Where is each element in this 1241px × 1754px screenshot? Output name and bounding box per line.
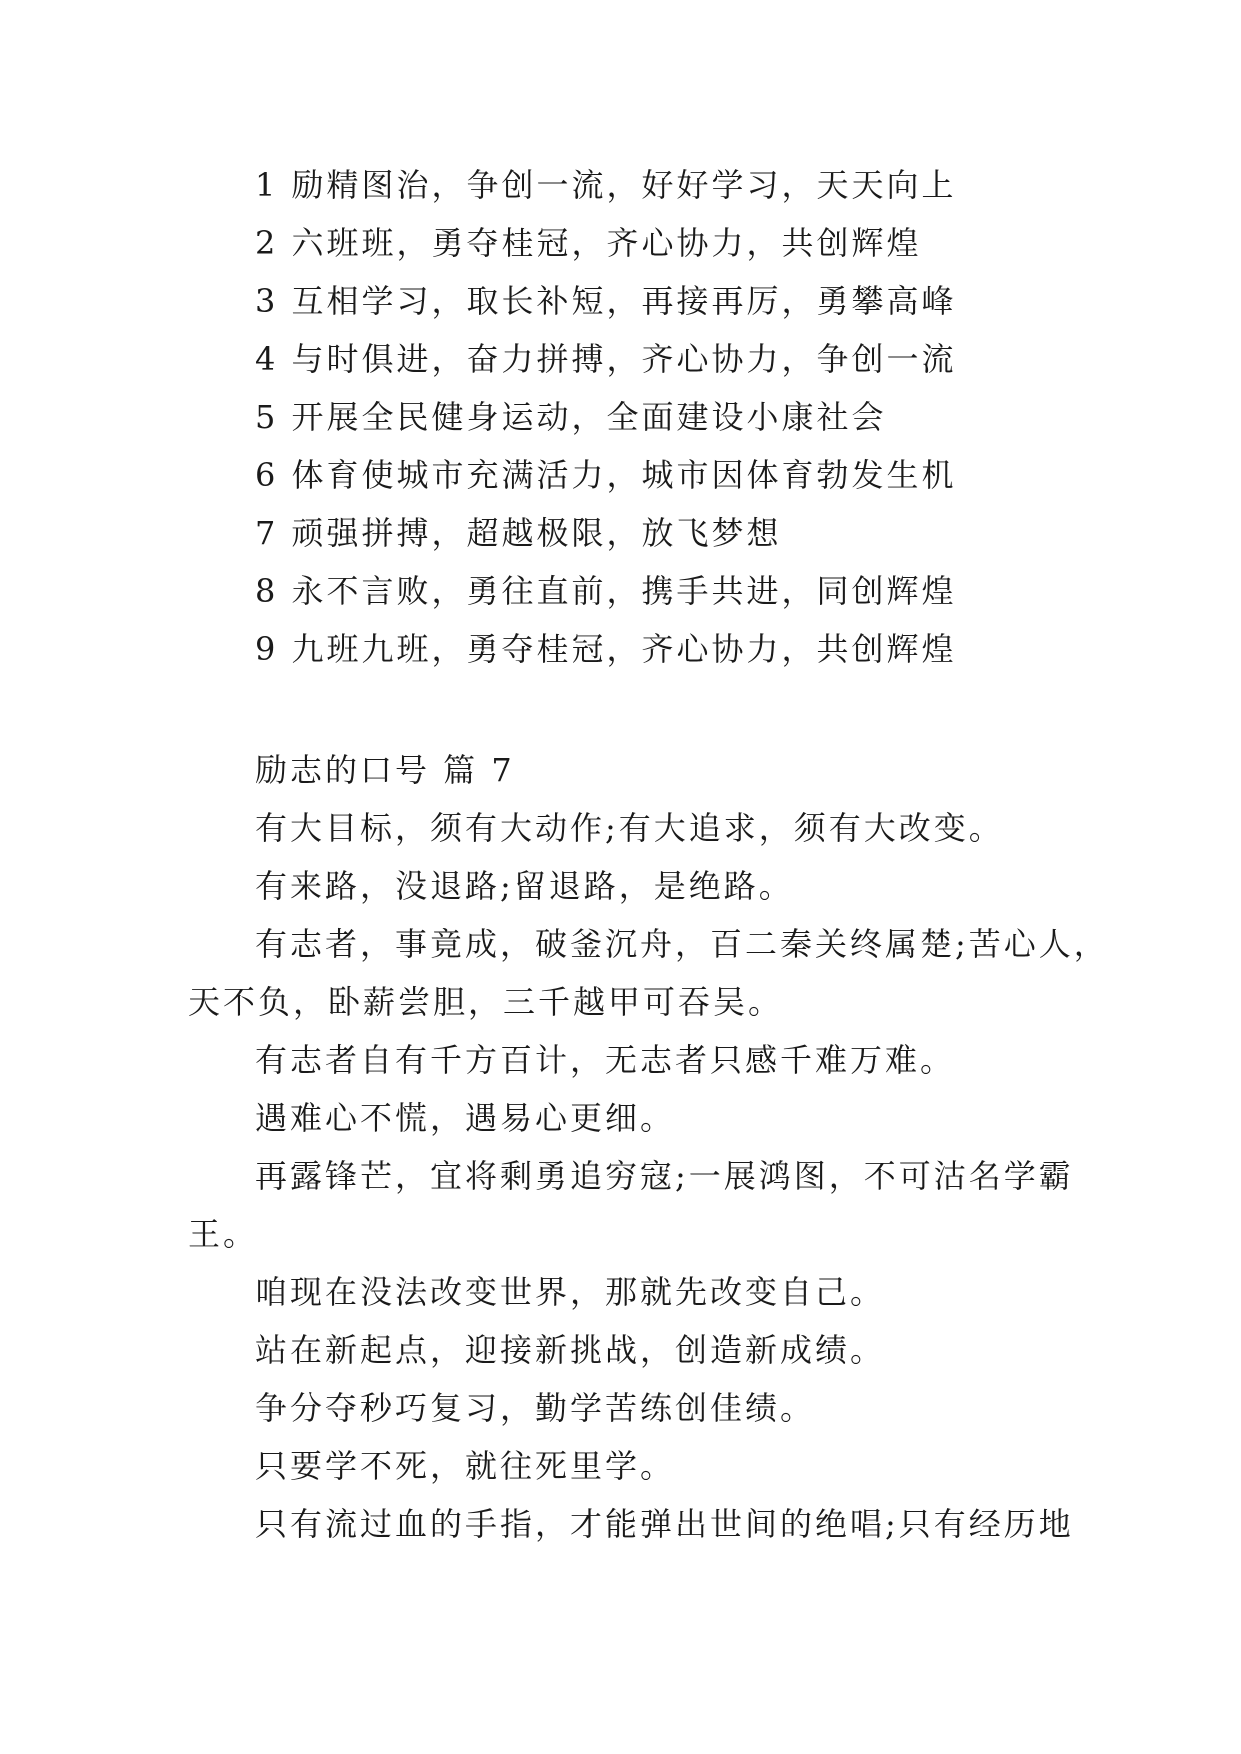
slogan-item-4: 4 与时俱进，奋力拼搏，齐心协力，争创一流 xyxy=(255,340,957,378)
paragraph-line: 天不负，卧薪尝胆，三千越甲可吞吴。 xyxy=(188,983,784,1021)
paragraph-line: 只有流过血的手指，才能弹出世间的绝唱;只有经历地 xyxy=(255,1505,1074,1543)
slogan-item-7: 7 顽强拼搏，超越极限，放飞梦想 xyxy=(255,514,782,552)
slogan-item-5: 5 开展全民健身运动，全面建设小康社会 xyxy=(255,398,887,436)
slogan-item-9: 9 九班九班，勇夺桂冠，齐心协力，共创辉煌 xyxy=(255,630,957,668)
slogan-item-8: 8 永不言败，勇往直前，携手共进，同创辉煌 xyxy=(255,572,957,610)
paragraph-line: 站在新起点，迎接新挑战，创造新成绩。 xyxy=(255,1331,886,1369)
paragraph-line: 争分夺秒巧复习，勤学苦练创佳绩。 xyxy=(255,1389,816,1427)
slogan-item-3: 3 互相学习，取长补短，再接再厉，勇攀高峰 xyxy=(255,282,957,320)
section-heading: 励志的口号 篇 7 xyxy=(255,751,515,789)
slogan-item-1: 1 励精图治，争创一流，好好学习，天天向上 xyxy=(255,166,957,204)
paragraph-line: 有来路，没退路;留退路，是绝路。 xyxy=(255,867,794,905)
paragraph-line: 有志者，事竟成，破釜沉舟，百二秦关终属楚;苦心人， xyxy=(255,925,1109,963)
paragraph-line: 再露锋芒，宜将剩勇追穷寇;一展鸿图，不可沽名学霸 xyxy=(255,1157,1074,1195)
paragraph-line: 只要学不死，就往死里学。 xyxy=(255,1447,676,1485)
paragraph-line: 有志者自有千方百计，无志者只感千难万难。 xyxy=(255,1041,956,1079)
paragraph-line: 有大目标，须有大动作;有大追求，须有大改变。 xyxy=(255,809,1004,847)
paragraph-line: 遇难心不慌，遇易心更细。 xyxy=(255,1099,676,1137)
paragraph-line: 王。 xyxy=(188,1215,259,1253)
paragraph-line: 咱现在没法改变世界，那就先改变自己。 xyxy=(255,1273,886,1311)
slogan-item-6: 6 体育使城市充满活力，城市因体育勃发生机 xyxy=(255,456,957,494)
slogan-item-2: 2 六班班，勇夺桂冠，齐心协力，共创辉煌 xyxy=(255,224,922,262)
